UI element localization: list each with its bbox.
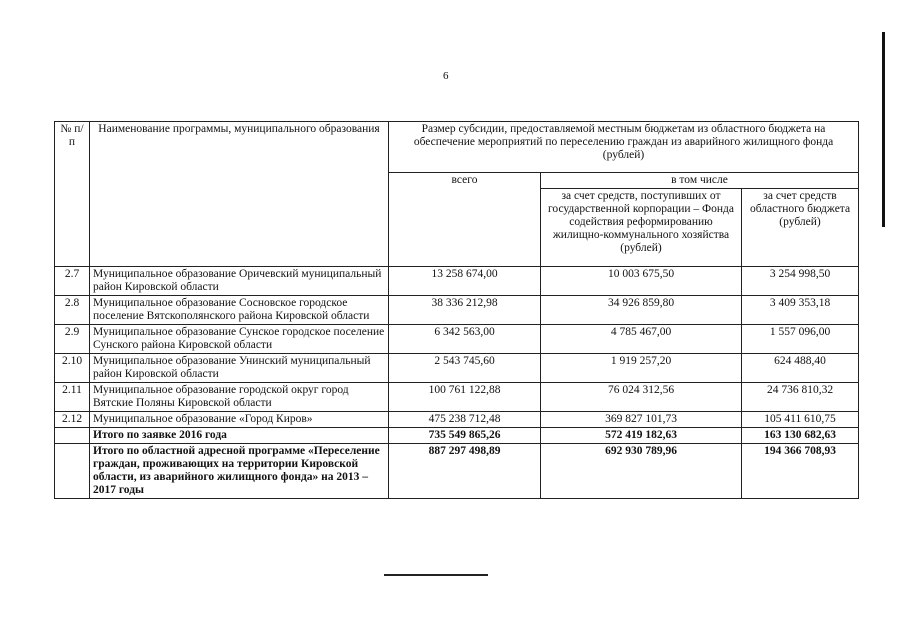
row-name: Муниципальное образование Сунское городское поселение Сунского района Кировской области (90, 325, 389, 354)
row-num: 2.8 (55, 296, 90, 325)
row-total: 13 258 674,00 (389, 267, 541, 296)
row-regional: 194 366 708,93 (742, 444, 859, 499)
footer-divider (384, 574, 488, 576)
row-num (55, 444, 90, 499)
row-num: 2.10 (55, 354, 90, 383)
row-regional: 105 411 610,75 (742, 412, 859, 428)
row-fund: 1 919 257,20 (541, 354, 742, 383)
total-row-2016 (55, 428, 859, 444)
table-row (55, 412, 859, 428)
header-including: в том числе (541, 173, 859, 189)
table-row (55, 383, 859, 412)
table-row (55, 296, 859, 325)
row-name: Муниципальное образование Сосновское городское поселение Вятскополянского района Кировской области (90, 296, 389, 325)
row-regional: 3 254 998,50 (742, 267, 859, 296)
table-row (55, 354, 859, 383)
header-total: всего (389, 173, 541, 267)
row-fund: 76 024 312,56 (541, 383, 742, 412)
row-regional: 624 488,40 (742, 354, 859, 383)
row-total: 887 297 498,89 (389, 444, 541, 499)
row-regional: 1 557 096,00 (742, 325, 859, 354)
header-name: Наименование программы, муниципального образования (90, 122, 389, 267)
row-name: Итого по заявке 2016 года (90, 428, 389, 444)
header-num: № п/п (55, 122, 90, 267)
row-num: 2.11 (55, 383, 90, 412)
table-row (55, 325, 859, 354)
row-fund: 4 785 467,00 (541, 325, 742, 354)
header-fund: за счет средств, поступивших от государственной корпорации – Фонда содействия реформированию жилищно-коммунального хозяйства (рублей) (541, 189, 742, 267)
row-num: 2.12 (55, 412, 90, 428)
row-name: Муниципальное образование городской округ город Вятские Поляны Кировской области (90, 383, 389, 412)
row-name: Муниципальное образование Унинский муниципальный район Кировской области (90, 354, 389, 383)
row-fund: 34 926 859,80 (541, 296, 742, 325)
margin-bar (882, 32, 885, 227)
header-regional: за счет средств областного бюджета (рублей) (742, 189, 859, 267)
page-number: 6 (443, 70, 449, 82)
row-num (55, 428, 90, 444)
row-fund: 369 827 101,73 (541, 412, 742, 428)
row-total: 6 342 563,00 (389, 325, 541, 354)
header-subsidy: Размер субсидии, предоставляемой местным бюджетам из областного бюджета на обеспечение мероприятий по переселению граждан из аварийного жилищного фонда (рублей) (389, 122, 859, 173)
row-regional: 163 130 682,63 (742, 428, 859, 444)
row-regional: 3 409 353,18 (742, 296, 859, 325)
row-total: 2 543 745,60 (389, 354, 541, 383)
row-fund: 692 930 789,96 (541, 444, 742, 499)
row-total: 38 336 212,98 (389, 296, 541, 325)
row-name: Муниципальное образование Оричевский муниципальный район Кировской области (90, 267, 389, 296)
subsidy-table (54, 121, 859, 499)
table-row (55, 267, 859, 296)
row-fund: 10 003 675,50 (541, 267, 742, 296)
row-name: Муниципальное образование «Город Киров» (90, 412, 389, 428)
row-name: Итого по областной адресной программе «Переселение граждан, проживающих на территории Кировской области, из аварийного жилищного фонда» на 2013 – 2017 годы (90, 444, 389, 499)
row-total: 475 238 712,48 (389, 412, 541, 428)
row-num: 2.9 (55, 325, 90, 354)
row-regional: 24 736 810,32 (742, 383, 859, 412)
row-fund: 572 419 182,63 (541, 428, 742, 444)
total-row-program (55, 444, 859, 499)
row-total: 100 761 122,88 (389, 383, 541, 412)
row-num: 2.7 (55, 267, 90, 296)
header-row-1 (55, 122, 859, 173)
row-total: 735 549 865,26 (389, 428, 541, 444)
